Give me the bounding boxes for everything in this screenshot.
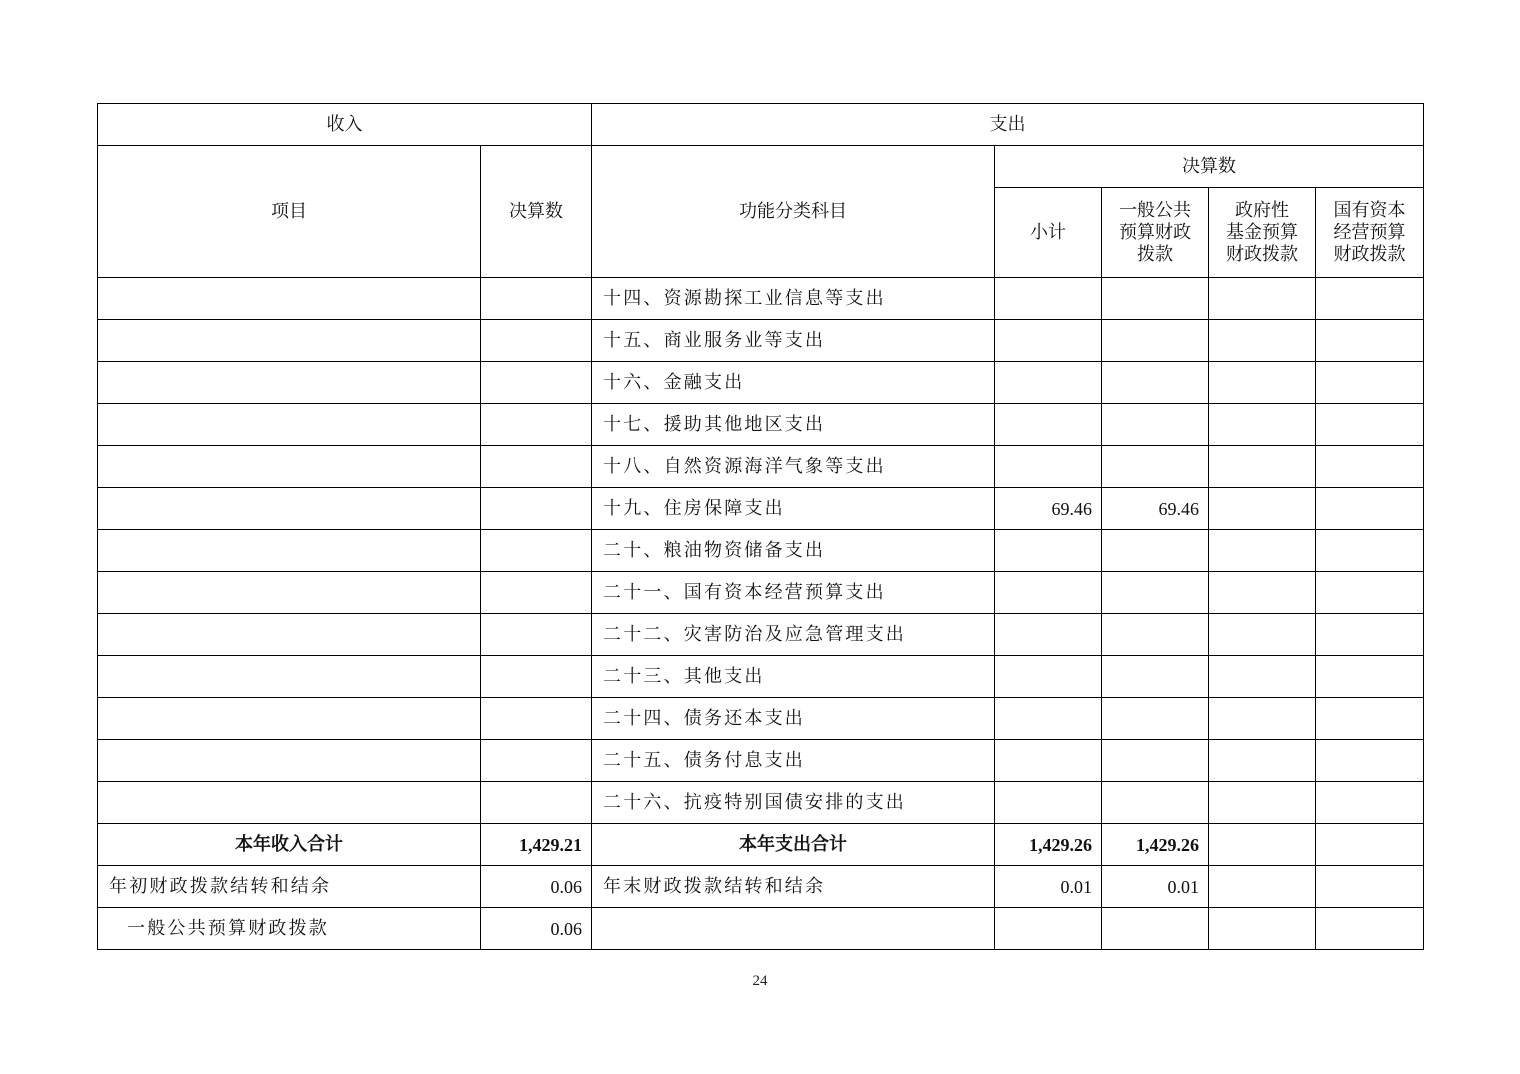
func-category-cell: 十七、援助其他地区支出 xyxy=(592,404,995,446)
func-category-cell: 十九、住房保障支出 xyxy=(592,488,995,530)
general-public-header xyxy=(1102,188,1209,278)
func-category-cell: 十五、商业服务业等支出 xyxy=(592,320,995,362)
income-carry-label: 年初财政拨款结转和结余 xyxy=(98,866,481,908)
gov-fund-header-line: 财政拨款 xyxy=(1226,243,1298,265)
final-amount-group-header: 决算数 xyxy=(995,146,1424,188)
state-capital-cell xyxy=(1316,698,1424,740)
gov-fund-cell xyxy=(1209,614,1316,656)
func-category-cell: 二十六、抗疫特别国债安排的支出 xyxy=(592,782,995,824)
subtotal-cell xyxy=(995,698,1102,740)
subtotal-cell xyxy=(995,278,1102,320)
table-row xyxy=(98,740,1424,782)
general-public-header-line: 拨款 xyxy=(1137,243,1173,265)
func-category-cell: 二十、粮油物资储备支出 xyxy=(592,530,995,572)
income-item-cell xyxy=(98,278,481,320)
subtotal-cell: 69.46 xyxy=(995,488,1102,530)
gov-fund-cell xyxy=(1209,488,1316,530)
gov-fund-cell xyxy=(1209,446,1316,488)
state-capital-header-line: 经营预算 xyxy=(1333,221,1406,243)
income-item-cell xyxy=(98,782,481,824)
income-amount-cell xyxy=(481,362,592,404)
state-capital-cell xyxy=(1316,572,1424,614)
page-number: 24 xyxy=(752,973,768,989)
expense-total-state-capital xyxy=(1316,824,1424,866)
income-item-cell xyxy=(98,740,481,782)
gov-fund-cell xyxy=(1209,404,1316,446)
subtotal-cell xyxy=(995,446,1102,488)
income-amount-cell xyxy=(481,488,592,530)
expense-sub-carry-general xyxy=(1102,908,1209,950)
gov-fund-cell xyxy=(1209,656,1316,698)
table-row xyxy=(98,782,1424,824)
expense-total-gov-fund xyxy=(1209,824,1316,866)
table-row xyxy=(98,278,1424,320)
state-capital-cell xyxy=(1316,362,1424,404)
func-category-cell: 二十四、债务还本支出 xyxy=(592,698,995,740)
general-public-cell xyxy=(1102,320,1209,362)
table-row xyxy=(98,572,1424,614)
subtotal-cell xyxy=(995,656,1102,698)
subtotal-cell xyxy=(995,530,1102,572)
gov-fund-cell xyxy=(1209,278,1316,320)
gov-fund-header-line: 政府性 xyxy=(1235,199,1289,221)
expense-carry-subtotal: 0.01 xyxy=(995,866,1102,908)
gov-fund-cell xyxy=(1209,362,1316,404)
expense-carry-gov-fund xyxy=(1209,866,1316,908)
subtotal-cell xyxy=(995,572,1102,614)
income-amount-cell xyxy=(481,614,592,656)
general-public-cell xyxy=(1102,698,1209,740)
expense-sub-carry-subtotal xyxy=(995,908,1102,950)
income-item-cell xyxy=(98,404,481,446)
general-public-cell xyxy=(1102,740,1209,782)
final-amount-header: 决算数 xyxy=(481,146,592,278)
income-total-value: 1,429.21 xyxy=(481,824,592,866)
income-item-cell xyxy=(98,614,481,656)
state-capital-cell xyxy=(1316,656,1424,698)
expense-sub-carry-label xyxy=(592,908,995,950)
general-public-cell xyxy=(1102,614,1209,656)
expense-carry-general: 0.01 xyxy=(1102,866,1209,908)
state-capital-cell xyxy=(1316,446,1424,488)
general-public-cell xyxy=(1102,446,1209,488)
table-row xyxy=(98,446,1424,488)
general-public-cell: 69.46 xyxy=(1102,488,1209,530)
general-public-cell xyxy=(1102,782,1209,824)
general-public-header-line: 一般公共 xyxy=(1119,199,1191,221)
gov-fund-cell xyxy=(1209,320,1316,362)
gov-fund-cell xyxy=(1209,698,1316,740)
income-amount-cell xyxy=(481,320,592,362)
income-item-cell xyxy=(98,656,481,698)
income-header: 收入 xyxy=(98,104,592,146)
subtotal-cell xyxy=(995,404,1102,446)
func-category-cell: 十四、资源勘探工业信息等支出 xyxy=(592,278,995,320)
func-category-cell: 十六、金融支出 xyxy=(592,362,995,404)
expense-total-label: 本年支出合计 xyxy=(592,824,995,866)
state-capital-cell xyxy=(1316,614,1424,656)
income-carry-value: 0.06 xyxy=(481,866,592,908)
header-row-mid xyxy=(98,146,1424,188)
state-capital-cell xyxy=(1316,320,1424,362)
income-amount-cell xyxy=(481,740,592,782)
func-category-cell: 二十一、国有资本经营预算支出 xyxy=(592,572,995,614)
table-row xyxy=(98,488,1424,530)
expense-total-subtotal: 1,429.26 xyxy=(995,824,1102,866)
final-accounts-table xyxy=(97,103,1424,950)
totals-row xyxy=(98,824,1424,866)
income-amount-cell xyxy=(481,698,592,740)
table-row xyxy=(98,320,1424,362)
income-item-cell xyxy=(98,488,481,530)
func-category-cell: 十八、自然资源海洋气象等支出 xyxy=(592,446,995,488)
income-item-cell xyxy=(98,698,481,740)
income-sub-carry-label: 一般公共预算财政拨款 xyxy=(98,908,481,950)
general-public-cell xyxy=(1102,656,1209,698)
func-category-cell: 二十三、其他支出 xyxy=(592,656,995,698)
state-capital-header xyxy=(1316,188,1424,278)
table-row xyxy=(98,404,1424,446)
item-header: 项目 xyxy=(98,146,481,278)
general-public-cell xyxy=(1102,404,1209,446)
state-capital-cell xyxy=(1316,488,1424,530)
income-item-cell xyxy=(98,362,481,404)
func-category-cell: 二十五、债务付息支出 xyxy=(592,740,995,782)
general-public-cell xyxy=(1102,530,1209,572)
table-row xyxy=(98,530,1424,572)
income-item-cell xyxy=(98,446,481,488)
state-capital-cell xyxy=(1316,530,1424,572)
func-category-header: 功能分类科目 xyxy=(592,146,995,278)
state-capital-header-line: 财政拨款 xyxy=(1333,243,1406,265)
expense-sub-carry-gov-fund xyxy=(1209,908,1316,950)
expense-carry-label: 年末财政拨款结转和结余 xyxy=(592,866,995,908)
income-total-label: 本年收入合计 xyxy=(98,824,481,866)
table-row xyxy=(98,656,1424,698)
expense-total-general: 1,429.26 xyxy=(1102,824,1209,866)
expense-carry-state-capital xyxy=(1316,866,1424,908)
general-public-cell xyxy=(1102,362,1209,404)
general-public-header-line: 预算财政 xyxy=(1119,221,1191,243)
subtotal-cell xyxy=(995,740,1102,782)
subtotal-cell xyxy=(995,614,1102,656)
state-capital-cell xyxy=(1316,404,1424,446)
state-capital-cell xyxy=(1316,740,1424,782)
subtotal-cell xyxy=(995,782,1102,824)
table-row xyxy=(98,698,1424,740)
gov-fund-cell xyxy=(1209,740,1316,782)
income-amount-cell xyxy=(481,656,592,698)
sub-carry-row xyxy=(98,908,1424,950)
state-capital-cell xyxy=(1316,278,1424,320)
gov-fund-header xyxy=(1209,188,1316,278)
income-item-cell xyxy=(98,320,481,362)
gov-fund-header-line: 基金预算 xyxy=(1226,221,1298,243)
income-amount-cell xyxy=(481,404,592,446)
income-amount-cell xyxy=(481,278,592,320)
income-sub-carry-value: 0.06 xyxy=(481,908,592,950)
income-amount-cell xyxy=(481,446,592,488)
income-amount-cell xyxy=(481,572,592,614)
state-capital-header-line: 国有资本 xyxy=(1333,199,1406,221)
subtotal-header: 小计 xyxy=(995,188,1102,278)
expense-sub-carry-state-capital xyxy=(1316,908,1424,950)
func-category-cell: 二十二、灾害防治及应急管理支出 xyxy=(592,614,995,656)
general-public-cell xyxy=(1102,572,1209,614)
income-amount-cell xyxy=(481,782,592,824)
income-amount-cell xyxy=(481,530,592,572)
header-row-top xyxy=(98,104,1424,146)
state-capital-cell xyxy=(1316,782,1424,824)
carry-row xyxy=(98,866,1424,908)
gov-fund-cell xyxy=(1209,530,1316,572)
general-public-cell xyxy=(1102,278,1209,320)
income-item-cell xyxy=(98,530,481,572)
expense-header: 支出 xyxy=(592,104,1424,146)
subtotal-cell xyxy=(995,320,1102,362)
table-row xyxy=(98,614,1424,656)
table-row xyxy=(98,362,1424,404)
gov-fund-cell xyxy=(1209,572,1316,614)
gov-fund-cell xyxy=(1209,782,1316,824)
subtotal-cell xyxy=(995,362,1102,404)
income-item-cell xyxy=(98,572,481,614)
